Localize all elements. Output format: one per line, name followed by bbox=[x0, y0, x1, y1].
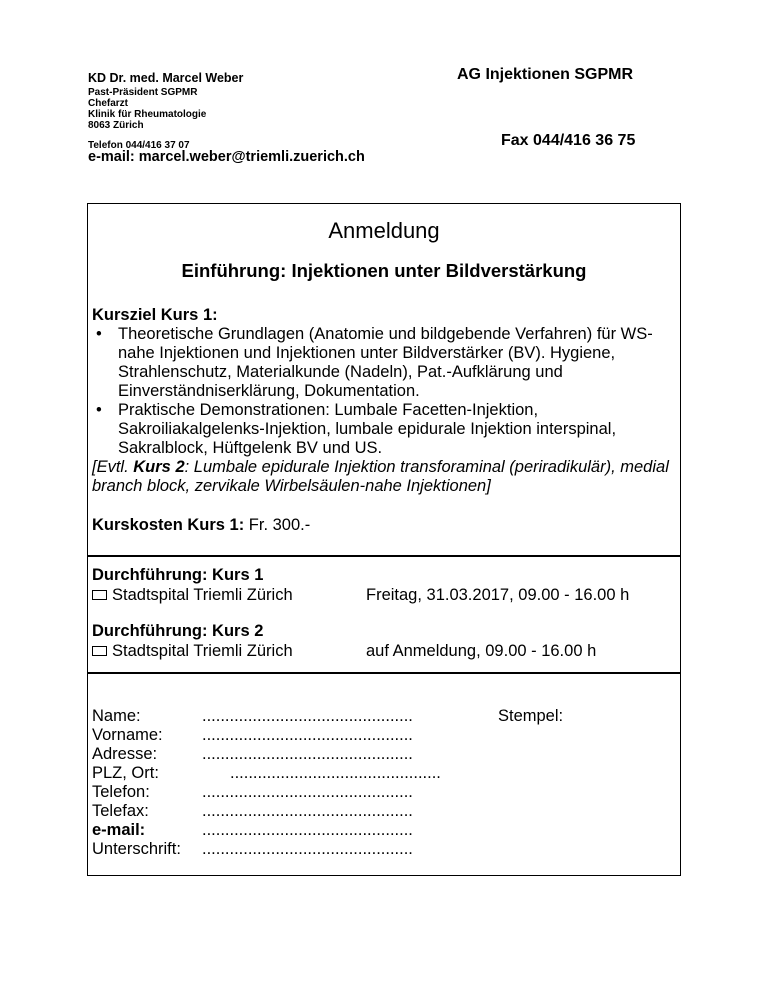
label-telefax: Telefax: bbox=[92, 802, 149, 820]
label-unterschrift: Unterschrift: bbox=[92, 840, 181, 858]
note-course2: Kurs 2 bbox=[133, 458, 185, 476]
course1-location: Stadtspital Triemli Zürich bbox=[112, 586, 293, 604]
label-email: e-mail: bbox=[92, 821, 146, 839]
course1-checkbox[interactable] bbox=[92, 590, 107, 600]
form-title: Anmeldung bbox=[328, 218, 440, 243]
cost-value: Fr. 300.- bbox=[244, 516, 311, 534]
label-telefon: Telefon: bbox=[92, 783, 150, 801]
course2-heading: Durchführung: Kurs 2 bbox=[92, 622, 264, 640]
sender-city: 8063 Zürich bbox=[88, 120, 144, 131]
email-field[interactable]: .............................................. bbox=[202, 821, 413, 839]
course2-checkbox[interactable] bbox=[92, 646, 107, 656]
course1-date: Freitag, 31.03.2017, 09.00 - 16.00 h bbox=[366, 586, 630, 604]
telefax-field[interactable]: .............................................. bbox=[202, 802, 413, 820]
course1-heading: Durchführung: Kurs 1 bbox=[92, 566, 264, 584]
course2-location: Stadtspital Triemli Zürich bbox=[112, 642, 293, 660]
vorname-field[interactable]: .............................................. bbox=[202, 726, 413, 744]
label-vorname: Vorname: bbox=[92, 726, 163, 744]
sender-name: KD Dr. med. Marcel Weber bbox=[88, 71, 244, 85]
stamp-label: Stempel: bbox=[498, 707, 564, 725]
course2-option[interactable] bbox=[92, 642, 293, 661]
org-name: AG Injektionen SGPMR bbox=[457, 66, 634, 83]
sender-position: Chefarzt bbox=[88, 98, 129, 109]
course-cost bbox=[92, 516, 310, 535]
note-text: : Lumbale epidurale Injektion transforaminal (periradikulär), medial branch block, zervikale Wirbelsäulen-nahe Injektionen] bbox=[92, 458, 669, 495]
sender-phone: Telefon 044/416 37 07 bbox=[88, 140, 190, 151]
label-adresse: Adresse: bbox=[92, 745, 158, 763]
registration-box bbox=[87, 672, 681, 876]
sender-clinic: Klinik für Rheumatologie bbox=[88, 109, 207, 120]
course-goal bbox=[92, 306, 677, 496]
course-info-box bbox=[87, 203, 681, 557]
course-dates-box bbox=[87, 555, 681, 674]
goal-item-theory: • Theoretische Grundlagen (Anatomie und bildgebende Verfahren) für WS-nahe Injektionen und Injektionen unter Bildverstärker (BV). Hygiene, Strahlenschutz, Materialkunde (Nadeln), Pat.-Aufklärung und Einverständniserklärung, Dokumentation. bbox=[92, 325, 677, 401]
adresse-field[interactable]: .............................................. bbox=[202, 745, 413, 763]
course1-option[interactable] bbox=[92, 586, 293, 605]
form-subtitle: Einführung: Injektionen unter Bildverstärkung bbox=[181, 260, 587, 281]
sender-title: Past-Präsident SGPMR bbox=[88, 87, 198, 98]
cost-label: Kurskosten Kurs 1: bbox=[92, 516, 245, 534]
goal-item-practice: • Praktische Demonstrationen: Lumbale Facetten-Injektion, Sakroiliakalgelenks-Injektion, lumbale epidurale Injektion interspinal, Sakralblock, Hüftgelenk BV und US. bbox=[92, 401, 677, 458]
course2-note bbox=[92, 458, 677, 496]
telefon-field[interactable]: .............................................. bbox=[202, 783, 413, 801]
name-field[interactable]: .............................................. bbox=[202, 707, 413, 725]
unterschrift-field[interactable]: .............................................. bbox=[202, 840, 413, 858]
label-name: Name: bbox=[92, 707, 141, 725]
goal-list bbox=[92, 325, 677, 458]
course2-date: auf Anmeldung, 09.00 - 16.00 h bbox=[366, 642, 597, 660]
note-prefix: [Evtl. bbox=[92, 458, 134, 476]
goal-heading: Kursziel Kurs 1: bbox=[92, 306, 218, 324]
label-plz-ort: PLZ, Ort: bbox=[92, 764, 159, 782]
sender-email: e-mail: marcel.weber@triemli.zuerich.ch bbox=[88, 149, 365, 165]
plz-ort-field[interactable]: .............................................. bbox=[230, 764, 441, 782]
org-fax: Fax 044/416 36 75 bbox=[501, 132, 636, 149]
